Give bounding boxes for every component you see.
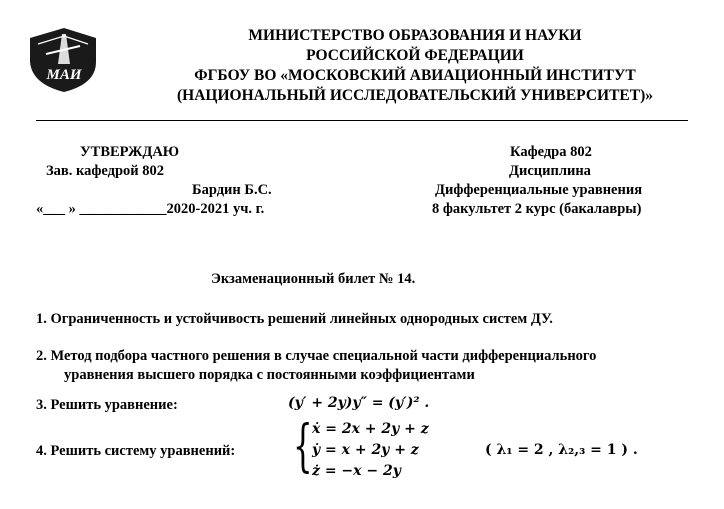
question-4-label: 4. Решить систему уравнений: (36, 443, 236, 459)
department-label: Кафедра 802 (510, 144, 592, 160)
header-line-2: РОССИЙСКОЙ ФЕДЕРАЦИИ (306, 47, 524, 64)
ticket-title: Экзаменационный билет № 14. (211, 271, 416, 287)
header-line-4: (НАЦИОНАЛЬНЫЙ ИССЛЕДОВАТЕЛЬСКИЙ УНИВЕРСИТЕТ)» (177, 87, 653, 104)
header-divider (36, 120, 688, 121)
department-head: Зав. кафедрой 802 (46, 163, 165, 179)
system-brace: { (293, 414, 313, 479)
system-equation-2: ẏ = x + 2y + z (312, 442, 419, 458)
approve-label: УТВЕРЖДАЮ (80, 144, 180, 160)
question-3-equation: (y′ + 2y)y″ = (y′)² . (288, 395, 430, 411)
question-3-label: 3. Решить уравнение: (36, 397, 178, 413)
discipline-label: Дисциплина (509, 163, 591, 179)
question-1: 1. Ограниченность и устойчивость решений линейных однородных систем ДУ. (36, 311, 553, 327)
header-line-3: ФГБОУ ВО «МОСКОВСКИЙ АВИАЦИОННЫЙ ИНСТИТУТ (194, 67, 636, 84)
system-equation-1: ẋ = 2x + 2y + z (312, 421, 429, 437)
date-line: «___ » ____________2020-2021 уч. г. (36, 201, 265, 217)
discipline-name: Дифференциальные уравнения (435, 182, 643, 198)
header-line-1: МИНИСТЕРСТВО ОБРАЗОВАНИЯ И НАУКИ (248, 27, 582, 44)
mai-logo (24, 24, 102, 94)
system-equation-3: ż = −x − 2y (312, 463, 401, 479)
question-2-line-1: 2. Метод подбора частного решения в случае специальной части дифференциального (36, 348, 597, 364)
question-2-line-2: уравнения высшего порядка с постоянными коэффициентами (64, 367, 475, 383)
eigenvalues: ( λ₁ = 2 , λ₂,₃ = 1 ) . (485, 442, 638, 458)
mai-emblem-icon (24, 24, 102, 94)
head-name: Бардин Б.С. (192, 182, 272, 198)
faculty-info: 8 факультет 2 курс (бакалавры) (432, 201, 642, 217)
logo-text: МАИ (46, 67, 82, 83)
